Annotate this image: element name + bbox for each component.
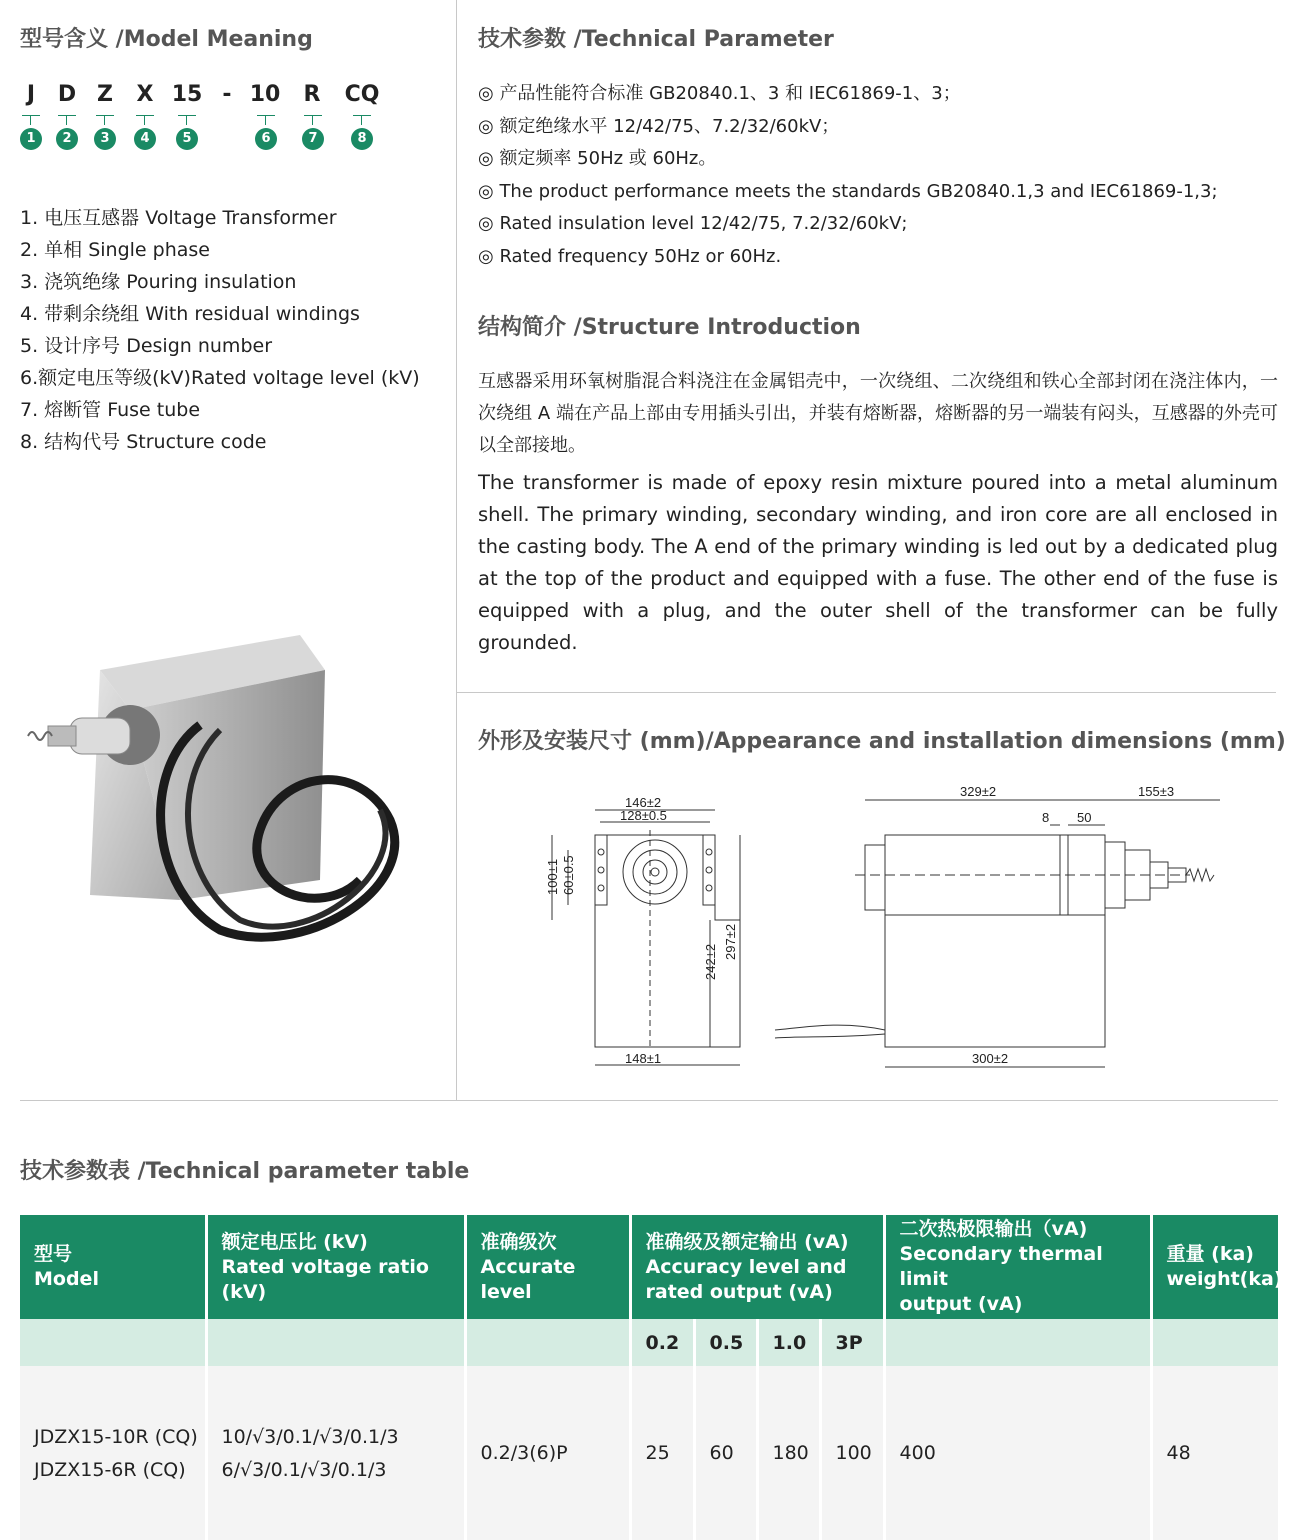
col-output-en2: rated output (vA) bbox=[645, 1280, 833, 1303]
code-tick bbox=[22, 115, 40, 116]
model-meaning-title: 型号含义 /Model Meaning bbox=[20, 27, 313, 52]
code-letter-dash: - bbox=[222, 82, 232, 107]
technical-parameter-table bbox=[20, 1215, 1283, 1540]
code-tick bbox=[257, 115, 275, 116]
col-thermal bbox=[884, 1215, 1151, 1319]
code-letter-x: X bbox=[136, 82, 154, 107]
code-number-8: 8 bbox=[351, 128, 373, 150]
col-thermal-cn: 二次热极限输出（vA) bbox=[899, 1218, 1088, 1240]
technical-parameter-title: 技术参数 /Technical Parameter bbox=[478, 27, 834, 52]
code-number-2: 2 bbox=[56, 128, 78, 150]
list-item: ◎ The product performance meets the standards GB20840.1,3 and IEC61869-1,3; bbox=[478, 176, 1218, 209]
dim-155: 155±3 bbox=[1138, 784, 1175, 799]
code-number-4: 4 bbox=[134, 128, 156, 150]
list-item: ◎ Rated frequency 50Hz or 60Hz. bbox=[478, 241, 1218, 274]
table-title: 技术参数表 /Technical parameter table bbox=[20, 1159, 470, 1184]
structure-title: 结构简介 /Structure Introduction bbox=[478, 315, 861, 340]
list-item: ◎ Rated insulation level 12/42/75, 7.2/32/60kV; bbox=[478, 208, 1218, 241]
list-item: 8. 结构代号 Structure code bbox=[20, 431, 267, 453]
code-tick bbox=[304, 115, 322, 116]
cell-ratio bbox=[206, 1366, 465, 1540]
list-item: 3. 浇筑绝缘 Pouring insulation bbox=[20, 271, 297, 293]
code-tick bbox=[136, 115, 154, 116]
dimension-drawing bbox=[540, 780, 1240, 1080]
col-model-en: Model bbox=[34, 1268, 99, 1290]
col-accuracy-en: Accurate level bbox=[480, 1255, 576, 1303]
cell-accuracy: 0.2/3(6)P bbox=[465, 1366, 630, 1540]
col-output-cn: 准确级及额定输出 (vA) bbox=[645, 1230, 849, 1253]
list-item: ◎ 产品性能符合标准 GB20840.1、3 和 IEC61869-1、3； bbox=[478, 78, 1218, 111]
code-letter-d: D bbox=[57, 82, 77, 107]
col-accuracy-cn: 准确级次 bbox=[480, 1230, 557, 1253]
model-6r: JDZX15-6R (CQ) bbox=[34, 1458, 186, 1481]
code-letter-r: R bbox=[303, 82, 321, 107]
cell-3p: 100 bbox=[820, 1366, 884, 1540]
col-thermal-en1: Secondary thermal limit bbox=[899, 1243, 1103, 1290]
col-ratio-cn: 额定电压比 (kV) bbox=[221, 1230, 368, 1253]
subheader-02: 0.2 bbox=[630, 1319, 694, 1366]
list-item: 4. 带剩余绕组 With residual windings bbox=[20, 303, 360, 325]
code-number-7: 7 bbox=[302, 128, 324, 150]
code-tick bbox=[96, 115, 114, 116]
list-item: 1. 电压互感器 Voltage Transformer bbox=[20, 207, 337, 229]
code-letter-cq: CQ bbox=[344, 82, 380, 107]
code-letter-z: Z bbox=[97, 82, 113, 107]
col-ratio-en: Rated voltage ratio (kV) bbox=[221, 1255, 429, 1303]
cell-weight: 48 bbox=[1151, 1366, 1278, 1540]
cell-model bbox=[20, 1366, 206, 1540]
code-tick bbox=[178, 115, 196, 116]
subheader-cell bbox=[884, 1319, 1151, 1366]
ratio-10kv: 10/√3/0.1/√3/0.1/3 bbox=[221, 1425, 399, 1448]
subheader-10: 1.0 bbox=[757, 1319, 820, 1366]
code-letter-j: J bbox=[26, 82, 36, 107]
code-letter-15: 15 bbox=[171, 82, 203, 107]
dimensions-title: 外形及安装尺寸 (mm)/Appearance and installation dimensions (mm) bbox=[478, 729, 1286, 754]
model-10r: JDZX15-10R (CQ) bbox=[34, 1425, 198, 1448]
product-photo bbox=[20, 630, 440, 950]
subheader-05: 0.5 bbox=[694, 1319, 757, 1366]
code-number-6: 6 bbox=[255, 128, 277, 150]
code-number-5: 5 bbox=[176, 128, 198, 150]
vertical-divider bbox=[456, 0, 457, 1100]
dim-297: 297±2 bbox=[723, 923, 738, 960]
dim-146: 146±2 bbox=[625, 795, 662, 810]
list-item: ◎ 额定频率 50Hz 或 60Hz。 bbox=[478, 143, 1218, 176]
subheader-cell bbox=[206, 1319, 465, 1366]
col-weight bbox=[1151, 1215, 1283, 1319]
dim-329: 329±2 bbox=[960, 784, 997, 799]
dim-242: 242±2 bbox=[703, 943, 718, 980]
dim-8: 8 bbox=[1042, 810, 1050, 825]
dim-50: 50 bbox=[1077, 810, 1092, 825]
list-item: 6.额定电压等级(kV)Rated voltage level (kV) bbox=[20, 367, 420, 389]
model-meaning-list bbox=[20, 202, 420, 458]
cell-10: 180 bbox=[757, 1366, 820, 1540]
table-subheader-row bbox=[20, 1319, 1278, 1366]
dim-148: 148±1 bbox=[625, 1051, 662, 1066]
technical-parameter-list bbox=[478, 78, 1218, 273]
list-item: 7. 熔断管 Fuse tube bbox=[20, 399, 201, 421]
col-weight-cn: 重量 (ka) bbox=[1166, 1243, 1254, 1265]
structure-text-cn: 互感器采用环氧树脂混合料浇注在金属铝壳中，一次绕组、二次绕组和铁心全部封闭在浇注体内，一次绕组 A 端在产品上部由专用插头引出，并装有熔断器，熔断器的另一端装有闷头，互感器的外壳可以全部接地。 bbox=[478, 371, 1278, 456]
col-model bbox=[20, 1215, 206, 1319]
table-header-row bbox=[20, 1215, 1278, 1319]
code-letter-10: 10 bbox=[249, 82, 281, 107]
subheader-cell bbox=[20, 1319, 206, 1366]
code-number-1: 1 bbox=[20, 128, 42, 150]
cell-05: 60 bbox=[694, 1366, 757, 1540]
table-divider bbox=[20, 1100, 1278, 1101]
table-row bbox=[20, 1366, 1278, 1540]
code-number-3: 3 bbox=[94, 128, 116, 150]
code-tick bbox=[58, 115, 76, 116]
col-weight-en: weight(ka) bbox=[1166, 1268, 1283, 1290]
list-item: 2. 单相 Single phase bbox=[20, 239, 210, 261]
col-ratio bbox=[206, 1215, 465, 1319]
ratio-6kv: 6/√3/0.1/√3/0.1/3 bbox=[221, 1458, 387, 1481]
col-output bbox=[630, 1215, 884, 1319]
cell-thermal: 400 bbox=[884, 1366, 1151, 1540]
col-output-en1: Accuracy level and bbox=[645, 1255, 847, 1278]
dim-128: 128±0.5 bbox=[620, 808, 667, 823]
dim-60: 60±0.5 bbox=[561, 855, 576, 895]
dim-300: 300±2 bbox=[972, 1051, 1009, 1066]
col-thermal-en2: output (vA) bbox=[899, 1293, 1023, 1315]
col-accuracy bbox=[465, 1215, 630, 1319]
dimension-divider bbox=[456, 692, 1276, 693]
structure-text-en: The transformer is made of epoxy resin mixture poured into a metal aluminum shell. The primary winding, secondary winding, and iron core are all enclosed in the casting body. The A end of the primary winding is led out by a dedicated plug at the top of the product and equipped with a fuse. The other end of the fuse is equipped with a plug, and the outer shell of the transformer can be fully grounded. bbox=[478, 471, 1278, 654]
list-item: ◎ 额定绝缘水平 12/42/75、7.2/32/60kV； bbox=[478, 111, 1218, 144]
subheader-cell bbox=[1151, 1319, 1278, 1366]
code-tick bbox=[353, 115, 371, 116]
col-model-cn: 型号 bbox=[34, 1243, 73, 1265]
subheader-cell bbox=[465, 1319, 630, 1366]
list-item: 5. 设计序号 Design number bbox=[20, 335, 273, 357]
cell-02: 25 bbox=[630, 1366, 694, 1540]
dim-100: 100±1 bbox=[545, 858, 560, 895]
subheader-3p: 3P bbox=[820, 1319, 884, 1366]
